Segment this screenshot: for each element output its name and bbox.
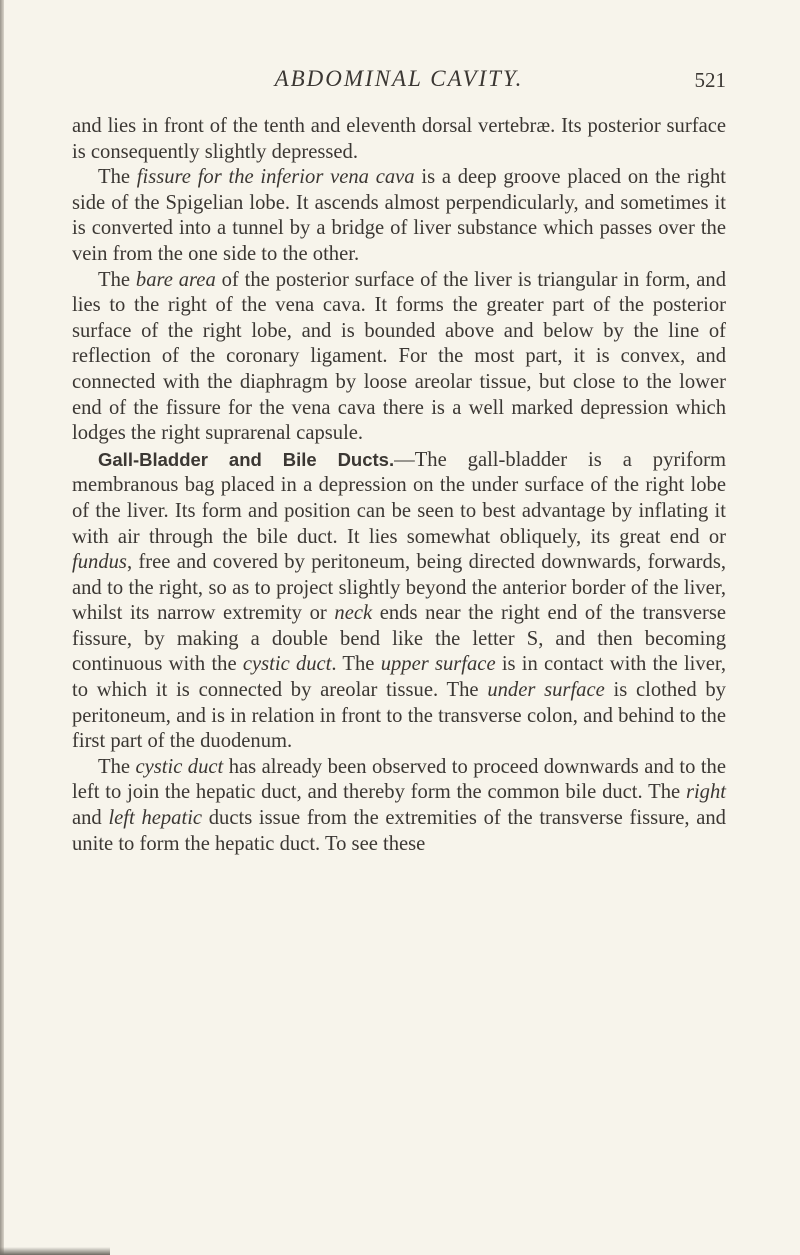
page-edge-shadow bbox=[0, 0, 4, 1255]
page-header bbox=[72, 66, 726, 100]
term-neck: neck bbox=[334, 602, 373, 625]
paragraph-bare-area: The bare area of the posterior surface of the liver is triangular in form, and lies to the right of the vena cava. It forms the greater part of the posterior surface of the right lobe, and is bounded above and below by the line of reflection of the coronary ligament. For the most part, it is convex, and connected with the diaphragm by loose areolar tissue, but close to the lower end of the fissure for the vena cava there is a well marked depression which lodges the right suprarenal capsule. bbox=[72, 268, 726, 445]
term-cystic-duct: cystic duct bbox=[242, 653, 332, 676]
paragraph-cystic-duct: The cystic duct has already been observed to proceed downwards and to the left to join the hepatic duct, and thereby form the common bile duct. The right and left hepatic ducts issue from the extremities of the transverse fissure, and unite to form the hepatic duct. To see these bbox=[72, 755, 726, 855]
paragraph-gall-bladder: Gall-Bladder and Bile Ducts.—The gall-bladder is a pyriform membranous bag placed in a depression on the under surface of the right lobe of the liver. Its form and position can be seen to best advantage by inflating it with air through the bile duct. It lies somewhat obliquely, its great end or fundus, free and covered by peritoneum, being directed downwards, forwards, and to the right, so as to project slightly beyond the anterior border of the liver, whilst its narrow extremity or neck ends near the right end of the transverse fissure, by making a double bend like the letter S, and then becoming continuous with the cystic duct. The upper surface is in contact with the liver, to which it is connected by areolar tissue. The under surface is clothed by peritoneum, and is in relation in front to the transverse colon, and behind to the first part of the duodenum. bbox=[72, 448, 727, 753]
term-right: right bbox=[685, 781, 726, 804]
term-fundus: fundus bbox=[72, 551, 127, 574]
page-number: 521 bbox=[694, 68, 726, 92]
term-under-surface: under surface bbox=[487, 679, 605, 702]
term-fissure-vena-cava: fissure for the inferior vena cava bbox=[136, 166, 415, 189]
term-left-hepatic: left hepatic bbox=[108, 807, 203, 830]
body-text bbox=[72, 114, 726, 857]
paragraph-vertebrae: and lies in front of the tenth and eleventh dorsal vertebræ. Its posterior surface is consequently slightly depressed. bbox=[72, 115, 726, 163]
section-heading-gall-bladder: Gall-Bladder and Bile Ducts. bbox=[98, 448, 395, 470]
term-upper-surface: upper surface bbox=[380, 653, 496, 676]
term-cystic-duct-2: cystic duct bbox=[135, 755, 224, 778]
page-corner-shadow bbox=[0, 1247, 110, 1255]
running-title: ABDOMINAL CAVITY. bbox=[274, 66, 524, 91]
term-bare-area: bare area bbox=[135, 268, 216, 291]
paragraph-vena-cava-fissure: The fissure for the inferior vena cava is a deep groove placed on the right side of the Spigelian lobe. It ascends almost perpendicularly, and sometimes it is converted into a tunnel by a bridge of liver substance which passes over the vein from the one side to the other. bbox=[72, 166, 726, 265]
